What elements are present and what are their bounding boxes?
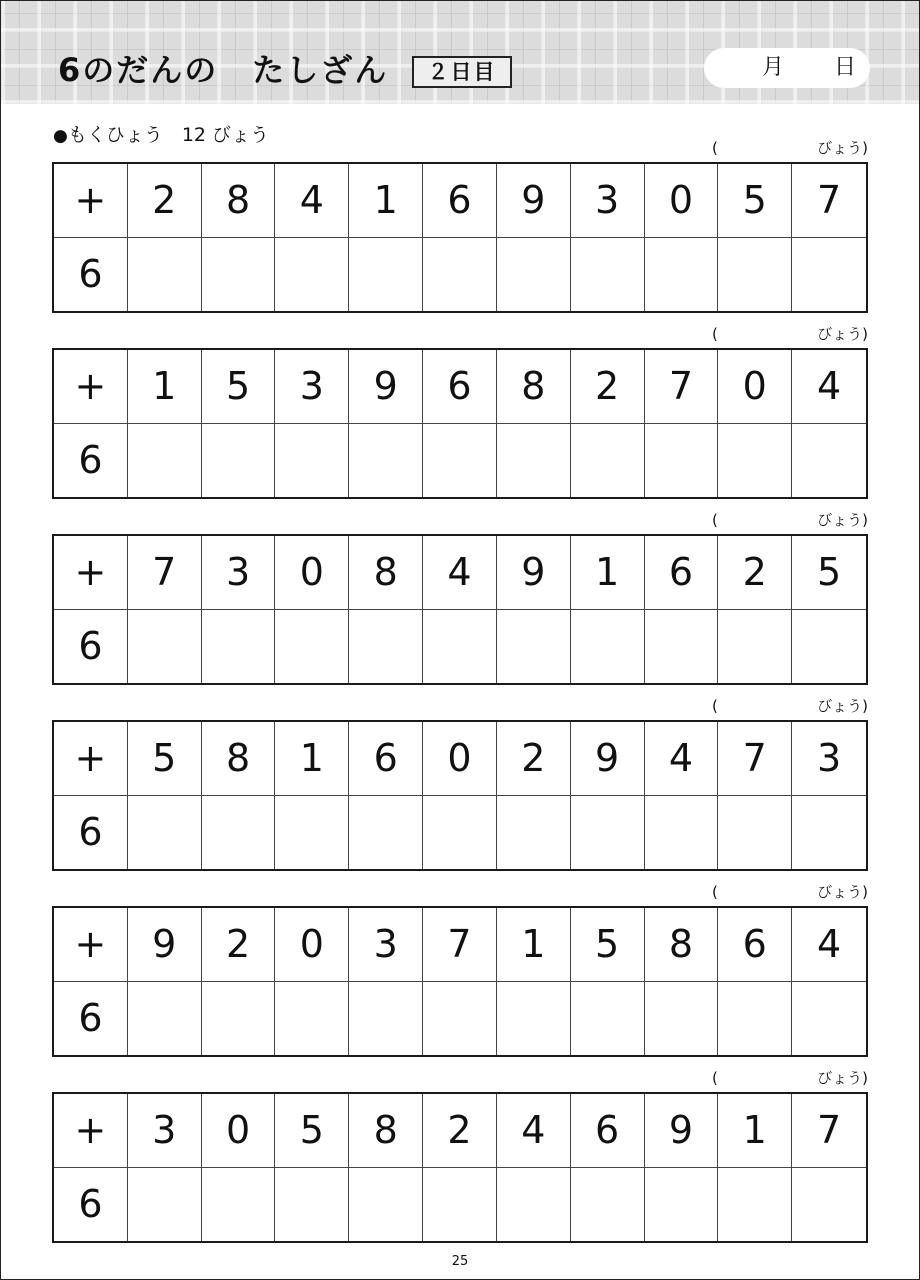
time-record[interactable] xyxy=(52,695,868,717)
answer-cell[interactable] xyxy=(718,424,792,498)
answer-cell[interactable] xyxy=(275,1168,349,1242)
addend-cell: 6 xyxy=(54,1168,128,1242)
answer-cell[interactable] xyxy=(571,238,645,312)
number-cell: 7 xyxy=(645,350,719,424)
number-cell: 4 xyxy=(792,350,866,424)
addition-grid xyxy=(52,162,868,313)
time-open-paren: ( xyxy=(712,139,718,157)
answer-cell[interactable] xyxy=(571,796,645,870)
bullet-icon: ● xyxy=(53,126,68,146)
answer-cell[interactable] xyxy=(349,1168,423,1242)
time-record[interactable] xyxy=(52,509,868,531)
date-field[interactable] xyxy=(704,48,870,88)
answer-cell[interactable] xyxy=(423,982,497,1056)
answer-cell[interactable] xyxy=(202,1168,276,1242)
answer-cell[interactable] xyxy=(792,424,866,498)
number-cell: 4 xyxy=(497,1094,571,1168)
answer-cell[interactable] xyxy=(128,610,202,684)
number-cell: 6 xyxy=(423,350,497,424)
number-cell: 4 xyxy=(275,164,349,238)
number-cell: 4 xyxy=(792,908,866,982)
operator-cell: + xyxy=(54,722,128,796)
answer-cell[interactable] xyxy=(202,238,276,312)
number-cell: 0 xyxy=(645,164,719,238)
number-cell: 9 xyxy=(497,536,571,610)
answer-cell[interactable] xyxy=(349,424,423,498)
number-cell: 1 xyxy=(571,536,645,610)
answer-cell[interactable] xyxy=(275,238,349,312)
answer-cell[interactable] xyxy=(128,796,202,870)
number-cell: 5 xyxy=(202,350,276,424)
answer-cell[interactable] xyxy=(423,610,497,684)
time-unit-label: びょう) xyxy=(817,883,868,901)
time-record[interactable] xyxy=(52,881,868,903)
answer-cell[interactable] xyxy=(718,796,792,870)
number-cell: 1 xyxy=(497,908,571,982)
number-cell: 1 xyxy=(275,722,349,796)
number-cell: 2 xyxy=(718,536,792,610)
answer-cell[interactable] xyxy=(349,238,423,312)
number-cell: 3 xyxy=(275,350,349,424)
number-cell: 3 xyxy=(202,536,276,610)
answer-cell[interactable] xyxy=(792,610,866,684)
answer-cell[interactable] xyxy=(497,982,571,1056)
number-cell: 0 xyxy=(275,536,349,610)
number-cell: 7 xyxy=(792,1094,866,1168)
answer-cell[interactable] xyxy=(128,1168,202,1242)
number-cell: 3 xyxy=(128,1094,202,1168)
time-open-paren: ( xyxy=(712,883,718,901)
time-open-paren: ( xyxy=(712,511,718,529)
answer-cell[interactable] xyxy=(128,424,202,498)
time-open-paren: ( xyxy=(712,697,718,715)
answer-cell[interactable] xyxy=(349,982,423,1056)
addend-cell: 6 xyxy=(54,238,128,312)
time-record[interactable] xyxy=(52,137,868,159)
addition-grid xyxy=(52,720,868,871)
time-unit-label: びょう) xyxy=(817,697,868,715)
number-cell: 2 xyxy=(423,1094,497,1168)
addend-cell: 6 xyxy=(54,982,128,1056)
number-cell: 6 xyxy=(718,908,792,982)
addend-cell: 6 xyxy=(54,424,128,498)
operator-cell: + xyxy=(54,164,128,238)
operator-cell: + xyxy=(54,350,128,424)
answer-cell[interactable] xyxy=(792,982,866,1056)
answer-cell[interactable] xyxy=(423,238,497,312)
number-cell: 0 xyxy=(275,908,349,982)
addition-grid xyxy=(52,348,868,499)
answer-cell[interactable] xyxy=(423,1168,497,1242)
number-cell: 8 xyxy=(349,1094,423,1168)
number-cell: 3 xyxy=(571,164,645,238)
answer-cell[interactable] xyxy=(349,796,423,870)
addend-cell: 6 xyxy=(54,610,128,684)
day-label-box: ２日目 xyxy=(412,56,512,88)
answer-cell[interactable] xyxy=(275,982,349,1056)
answer-cell[interactable] xyxy=(645,796,719,870)
number-cell: 2 xyxy=(128,164,202,238)
time-open-paren: ( xyxy=(712,325,718,343)
answer-cell[interactable] xyxy=(128,982,202,1056)
time-open-paren: ( xyxy=(712,1069,718,1087)
addition-grid xyxy=(52,1092,868,1243)
problem-block xyxy=(52,1067,868,1253)
number-cell: 2 xyxy=(202,908,276,982)
answer-cell[interactable] xyxy=(497,796,571,870)
number-cell: 9 xyxy=(645,1094,719,1168)
time-record[interactable] xyxy=(52,323,868,345)
time-unit-label: びょう) xyxy=(817,511,868,529)
number-cell: 7 xyxy=(128,536,202,610)
number-cell: 8 xyxy=(497,350,571,424)
addition-grid xyxy=(52,906,868,1057)
answer-cell[interactable] xyxy=(497,610,571,684)
problem-block xyxy=(52,137,868,323)
number-cell: 1 xyxy=(128,350,202,424)
addend-cell: 6 xyxy=(54,796,128,870)
answer-cell[interactable] xyxy=(202,424,276,498)
problem-block xyxy=(52,509,868,695)
answer-cell[interactable] xyxy=(645,424,719,498)
operator-cell: + xyxy=(54,908,128,982)
number-cell: 0 xyxy=(202,1094,276,1168)
number-cell: 9 xyxy=(349,350,423,424)
answer-cell[interactable] xyxy=(202,796,276,870)
time-unit-label: びょう) xyxy=(817,139,868,157)
problem-block xyxy=(52,881,868,1067)
time-unit-label: びょう) xyxy=(817,1069,868,1087)
answer-cell[interactable] xyxy=(792,238,866,312)
number-cell: 3 xyxy=(349,908,423,982)
answer-cell[interactable] xyxy=(423,424,497,498)
goal-label: もくひょう 12 びょう xyxy=(67,124,270,146)
number-cell: 5 xyxy=(792,536,866,610)
answer-cell[interactable] xyxy=(423,796,497,870)
answer-cell[interactable] xyxy=(497,424,571,498)
answer-cell[interactable] xyxy=(571,1168,645,1242)
number-cell: 9 xyxy=(571,722,645,796)
answer-cell[interactable] xyxy=(718,982,792,1056)
answer-cell[interactable] xyxy=(275,796,349,870)
number-cell: 1 xyxy=(718,1094,792,1168)
number-cell: 7 xyxy=(792,164,866,238)
number-cell: 4 xyxy=(423,536,497,610)
number-cell: 5 xyxy=(571,908,645,982)
month-label: 月 xyxy=(762,55,785,80)
answer-cell[interactable] xyxy=(718,610,792,684)
answer-cell[interactable] xyxy=(645,982,719,1056)
number-cell: 0 xyxy=(718,350,792,424)
number-cell: 9 xyxy=(497,164,571,238)
number-cell: 6 xyxy=(349,722,423,796)
number-cell: 2 xyxy=(571,350,645,424)
number-cell: 6 xyxy=(645,536,719,610)
answer-cell[interactable] xyxy=(497,1168,571,1242)
answer-cell[interactable] xyxy=(718,1168,792,1242)
problem-block xyxy=(52,323,868,509)
time-unit-label: びょう) xyxy=(817,325,868,343)
answer-cell[interactable] xyxy=(645,238,719,312)
number-cell: 6 xyxy=(423,164,497,238)
number-cell: 5 xyxy=(275,1094,349,1168)
operator-cell: + xyxy=(54,536,128,610)
answer-cell[interactable] xyxy=(497,238,571,312)
number-cell: 8 xyxy=(202,722,276,796)
number-cell: 5 xyxy=(718,164,792,238)
answer-cell[interactable] xyxy=(202,982,276,1056)
number-cell: 9 xyxy=(128,908,202,982)
number-cell: 6 xyxy=(571,1094,645,1168)
number-cell: 5 xyxy=(128,722,202,796)
answer-cell[interactable] xyxy=(792,1168,866,1242)
answer-cell[interactable] xyxy=(645,610,719,684)
addition-grid xyxy=(52,534,868,685)
answer-cell[interactable] xyxy=(571,982,645,1056)
number-cell: 7 xyxy=(423,908,497,982)
day-unit-label: 日 xyxy=(834,55,857,80)
answer-cell[interactable] xyxy=(645,1168,719,1242)
answer-cell[interactable] xyxy=(571,610,645,684)
answer-cell[interactable] xyxy=(349,610,423,684)
number-cell: 8 xyxy=(202,164,276,238)
number-cell: 0 xyxy=(423,722,497,796)
number-cell: 7 xyxy=(718,722,792,796)
number-cell: 3 xyxy=(792,722,866,796)
problem-block xyxy=(52,695,868,881)
number-cell: 2 xyxy=(497,722,571,796)
operator-cell: + xyxy=(54,1094,128,1168)
number-cell: 8 xyxy=(349,536,423,610)
number-cell: 8 xyxy=(645,908,719,982)
answer-cell[interactable] xyxy=(275,610,349,684)
answer-cell[interactable] xyxy=(792,796,866,870)
answer-cell[interactable] xyxy=(275,424,349,498)
number-cell: 1 xyxy=(349,164,423,238)
answer-cell[interactable] xyxy=(571,424,645,498)
time-record[interactable] xyxy=(52,1067,868,1089)
page-number: 25 xyxy=(451,1254,469,1269)
page-title: 6のだんの たしざん xyxy=(58,51,389,89)
number-cell: 4 xyxy=(645,722,719,796)
answer-cell[interactable] xyxy=(128,238,202,312)
answer-cell[interactable] xyxy=(202,610,276,684)
answer-cell[interactable] xyxy=(718,238,792,312)
